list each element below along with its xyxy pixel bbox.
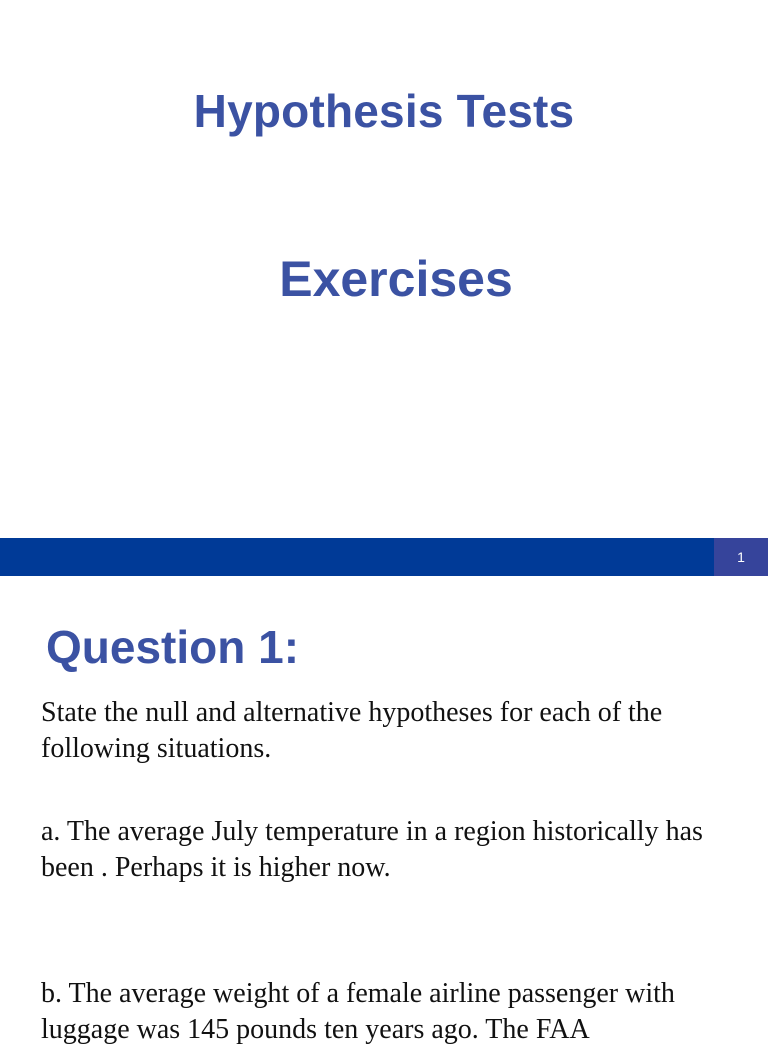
question-slide (0, 576, 768, 1045)
slide-subtitle: Exercises (279, 251, 513, 307)
question-part-a: a. The average July temperature in a region historically has been . Perhaps it is higher now. (41, 816, 703, 883)
question-part-b: b. The average weight of a female airline passenger with luggage was 145 pounds ten years ago. The FAA (41, 978, 675, 1045)
slide-footer-bar (0, 538, 768, 576)
question-heading: Question 1: (46, 621, 300, 673)
question-intro: State the null and alternative hypotheses for each of the following situations. (41, 697, 663, 764)
page-number: 1 (714, 538, 768, 576)
slide-title: Hypothesis Tests (193, 85, 575, 137)
